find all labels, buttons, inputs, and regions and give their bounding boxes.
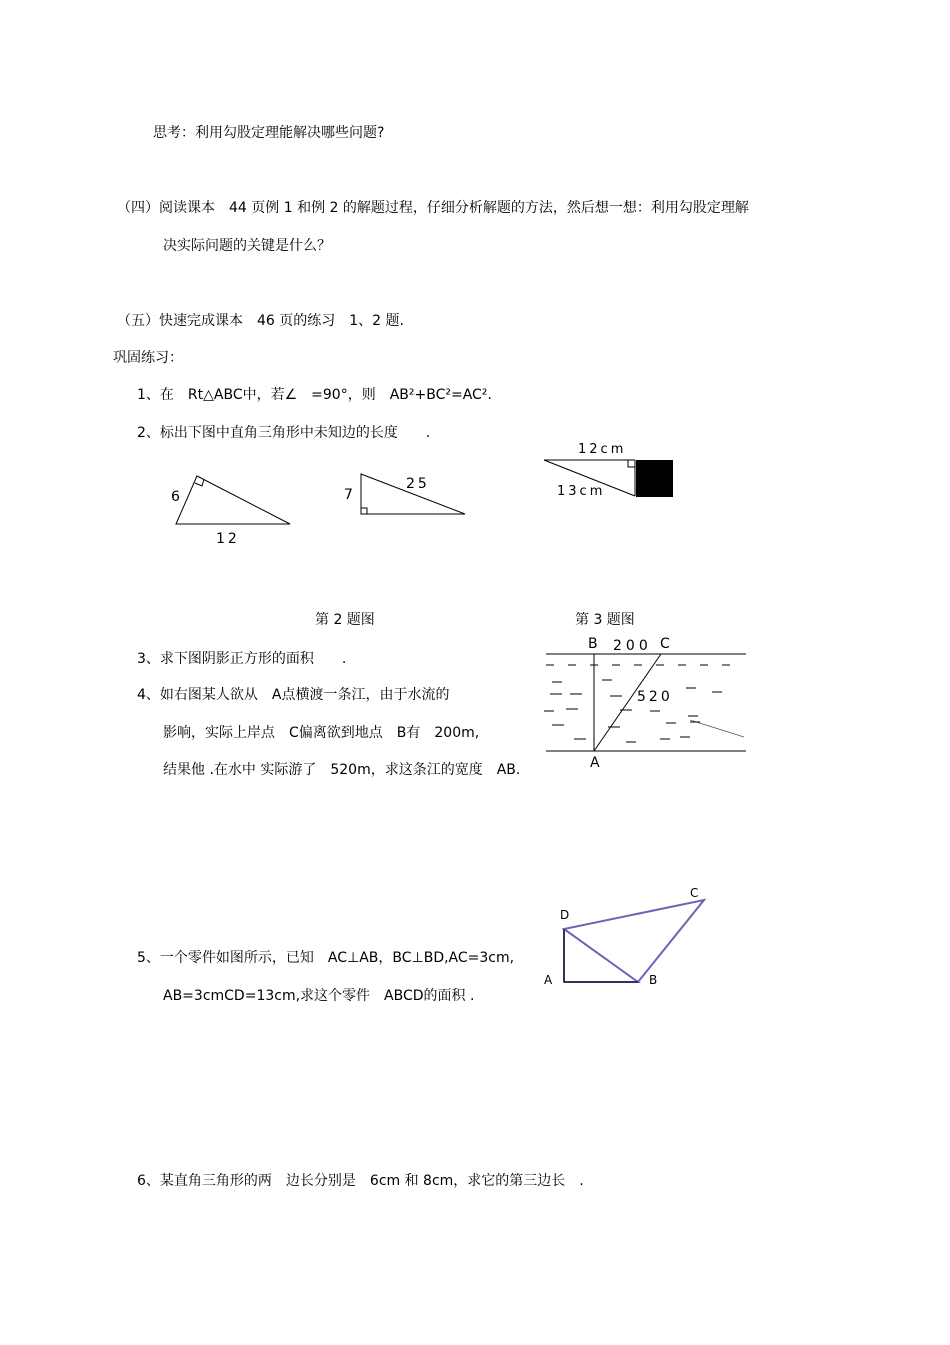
caption-figure-2: 第 2 题图 [315, 612, 375, 628]
part-point-d: D [560, 908, 570, 922]
question-4-line3: 结果他 .在水中 实际游了 520m，求这条江的宽度 AB. [163, 762, 521, 778]
river-figure [540, 632, 750, 772]
question-5-line2: AB=3cmCD=13cm,求这个零件 ABCD的面积 . [163, 988, 475, 1004]
section-5: （五）快速完成课本 46 页的练习 1、2 题. [117, 313, 404, 329]
part-point-c: C [690, 886, 699, 900]
fig1-base-label: 12 [216, 531, 240, 547]
question-4-line2: 影响，实际上岸点 C偏离欲到地点 B有 200m, [163, 725, 480, 741]
question-6: 6、某直角三角形的两 边长分别是 6cm 和 8cm，求它的第三边长 . [137, 1173, 584, 1189]
question-4-line1: 4、如右图某人欲从 A点横渡一条江，由于水流的 [137, 687, 450, 703]
caption-figure-3: 第 3 题图 [575, 612, 635, 628]
fig2-hyp-label: 25 [406, 476, 430, 492]
question-5-line1: 5、一个零件如图所示，已知 AC⊥AB，BC⊥BD,AC=3cm, [137, 950, 515, 966]
section-4-line1: （四）阅读课本 44 页例 1 和例 2 的解题过程，仔细分析解题的方法，然后想一想：利用勾股定理解 [117, 200, 749, 216]
river-point-c: C [660, 636, 670, 652]
think-question: 思考：利用勾股定理能解决哪些问题? [153, 125, 385, 141]
river-ac-label: 520 [637, 689, 673, 705]
river-bc-label: 200 [613, 638, 652, 654]
triangle-figure-2 [340, 470, 480, 530]
question-2: 2、标出下图中直角三角形中未知边的长度 . [137, 425, 431, 441]
square-figure [540, 436, 685, 506]
fig3-top-label: 12cm [578, 442, 627, 457]
fig1-leg-label: 6 [171, 489, 180, 505]
question-3: 3、求下图阴影正方形的面积 . [137, 651, 347, 667]
shaded-square [636, 460, 673, 497]
practice-heading: 巩固练习： [113, 350, 183, 366]
part-point-b: B [649, 973, 658, 987]
part-point-a: A [544, 973, 553, 987]
river-point-a: A [590, 755, 600, 771]
part-abcd-figure [540, 880, 720, 990]
section-4-line2: 决实际问题的关键是什么？ [163, 238, 331, 254]
fig2-leg-label: 7 [344, 487, 353, 503]
river-point-b: B [588, 636, 598, 652]
fig3-bottom-label: 13cm [557, 484, 606, 499]
question-1: 1、在 Rt△ABC中，若∠ =90°，则 AB²+BC²=AC². [137, 387, 492, 403]
triangle-figure-1 [160, 470, 300, 550]
